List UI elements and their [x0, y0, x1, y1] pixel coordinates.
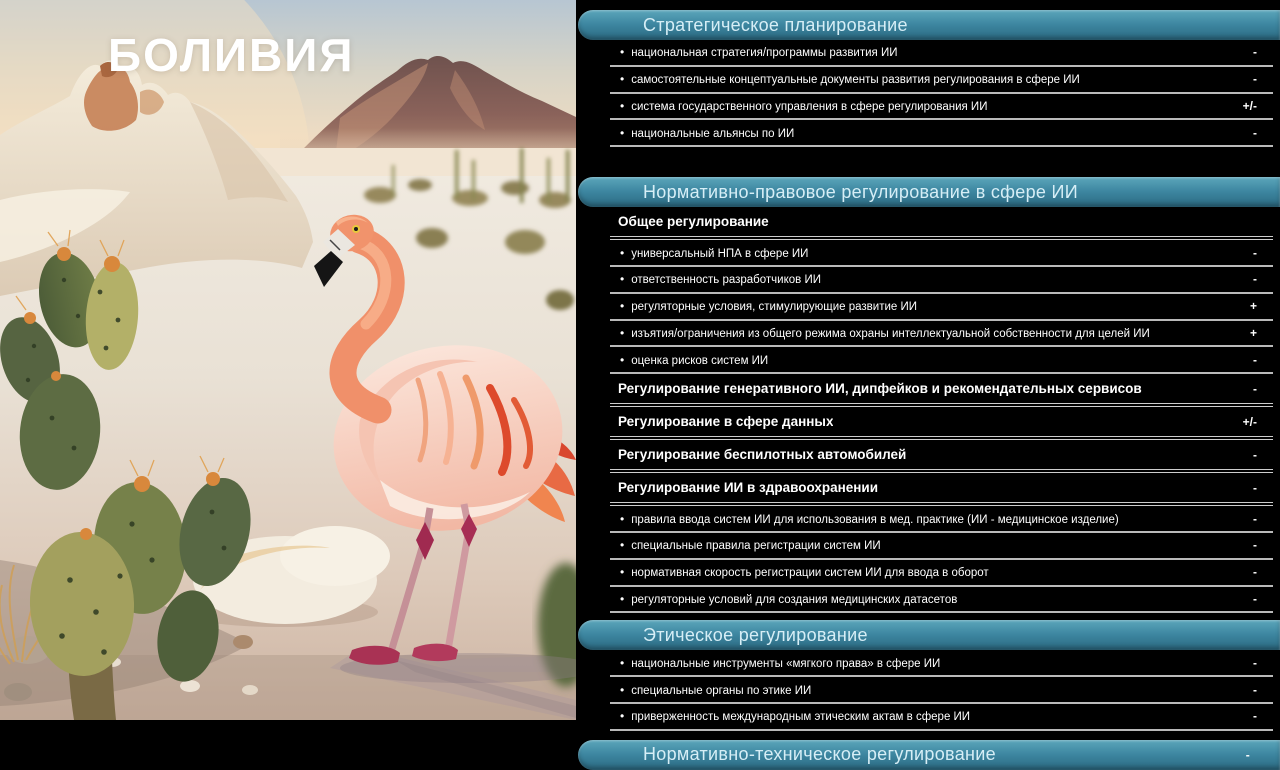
section-header: [578, 10, 1280, 40]
regulation-row: [610, 704, 1273, 731]
regulation-row: [610, 267, 1273, 294]
regulation-row: [610, 506, 1273, 533]
row-status-value: -: [1253, 45, 1257, 60]
regulation-row: [610, 321, 1273, 348]
regulation-row: [610, 207, 1273, 240]
section-title: Нормативно-техническое регулирование: [643, 744, 996, 765]
regulation-row: [610, 294, 1273, 321]
section-status-value: -: [1245, 747, 1250, 762]
row-label: • система государственного управления в сфере регулирования ИИ: [620, 99, 987, 113]
regulation-row: [610, 533, 1273, 560]
regulation-panel: [576, 0, 1280, 765]
regulation-section: [576, 740, 1280, 770]
section-title: Этическое регулирование: [643, 624, 868, 645]
row-status-value: +/-: [1242, 414, 1257, 429]
row-status-value: -: [1253, 272, 1257, 287]
row-status-value: +: [1249, 325, 1257, 340]
row-label: Регулирование в сфере данных: [618, 414, 834, 430]
section-title: Стратегическое планирование: [643, 14, 908, 35]
row-label: • национальная стратегия/программы развития ИИ: [620, 45, 898, 59]
row-label: • универсальный НПА в сфере ИИ: [620, 246, 808, 260]
row-status-value: -: [1253, 480, 1257, 495]
row-label: Регулирование беспилотных автомобилей: [618, 447, 907, 463]
section-header: [578, 177, 1280, 207]
row-label: • правила ввода систем ИИ для использования в мед. практике (ИИ - медицинское изделие): [620, 512, 1119, 526]
row-label: • регуляторные условия, стимулирующие развитие ИИ: [620, 299, 917, 313]
row-label: • национальные инструменты «мягкого права» в сфере ИИ: [620, 656, 940, 670]
regulation-row: [610, 40, 1273, 67]
section-rows: [610, 207, 1273, 613]
row-status-value: +/-: [1242, 98, 1257, 113]
row-label: • оценка рисков систем ИИ: [620, 353, 768, 367]
row-status-value: -: [1253, 511, 1257, 526]
section-rows: [610, 650, 1273, 730]
regulation-section: [576, 177, 1280, 613]
row-label: • ответственность разработчиков ИИ: [620, 272, 821, 286]
row-status-value: -: [1253, 682, 1257, 697]
row-label: • приверженность международным этическим актам в сфере ИИ: [620, 709, 970, 723]
row-label: Общее регулирование: [618, 214, 769, 230]
row-status-value: -: [1253, 655, 1257, 670]
regulation-row: [610, 587, 1273, 614]
regulation-section: [576, 10, 1280, 147]
row-status-value: -: [1253, 125, 1257, 140]
row-label: Регулирование генеративного ИИ, дипфейков и рекомендательных сервисов: [618, 381, 1142, 397]
regulation-row: [610, 67, 1273, 94]
regulation-row: [610, 560, 1273, 587]
row-status-value: -: [1253, 245, 1257, 260]
row-label: • национальные альянсы по ИИ: [620, 126, 794, 140]
row-status-value: -: [1253, 591, 1257, 606]
row-label: • изъятия/ограничения из общего режима охраны интеллектуальной собственности для целей ИИ: [620, 326, 1150, 340]
country-photo: [0, 0, 576, 720]
regulation-row: [610, 650, 1273, 677]
row-status-value: -: [1253, 538, 1257, 553]
row-status-value: -: [1253, 565, 1257, 580]
regulation-row: [610, 473, 1273, 506]
desert-scene-illustration: [0, 0, 576, 720]
regulation-row: [610, 347, 1273, 374]
row-status-value: -: [1253, 447, 1257, 462]
section-header: [578, 740, 1280, 770]
row-status-value: +: [1249, 299, 1257, 314]
regulation-row: [610, 440, 1273, 473]
row-label: • самостоятельные концептуальные документы развития регулирования в сфере ИИ: [620, 72, 1080, 86]
row-label: Регулирование ИИ в здравоохранении: [618, 480, 879, 496]
regulation-row: [610, 120, 1273, 147]
row-label: • регуляторные условий для создания медицинских датасетов: [620, 592, 957, 606]
section-rows: [610, 40, 1273, 147]
section-header: [578, 620, 1280, 650]
regulation-row: [610, 94, 1273, 121]
country-title: БОЛИВИЯ: [108, 29, 355, 81]
regulation-row: [610, 407, 1273, 440]
row-label: • специальные органы по этике ИИ: [620, 683, 811, 697]
regulation-row: [610, 677, 1273, 704]
regulation-section: [576, 620, 1280, 730]
row-status-value: -: [1253, 381, 1257, 396]
row-status-value: -: [1253, 72, 1257, 87]
regulation-row: [610, 374, 1273, 407]
row-label: • нормативная скорость регистрации систем ИИ для ввода в оборот: [620, 565, 989, 579]
row-status-value: -: [1253, 352, 1257, 367]
regulation-row: [610, 240, 1273, 267]
row-label: • специальные правила регистрации систем ИИ: [620, 538, 881, 552]
row-status-value: -: [1253, 709, 1257, 724]
section-title: Нормативно-правовое регулирование в сфере ИИ: [643, 181, 1078, 202]
